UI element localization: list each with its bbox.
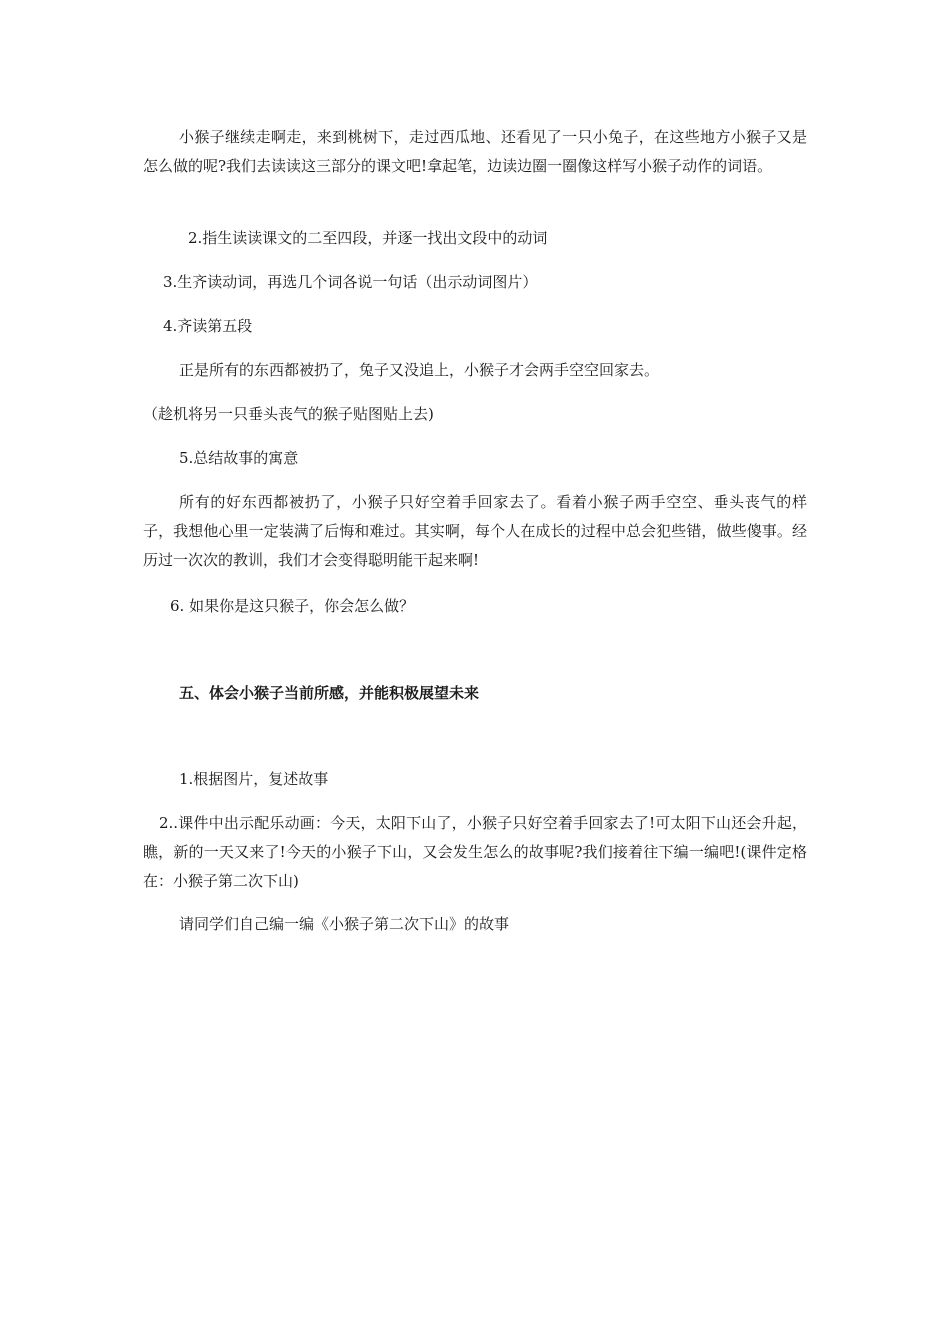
section-five-item-2: 2..课件中出示配乐动画：今天，太阳下山了，小猴子只好空着手回家去了!可太阳下山还会升起，瞧，新的一天又来了!今天的小猴子下山，又会发生怎么的故事呢?我们接着往下编一编吧!(课件定格在：小猴子第二次下山) bbox=[143, 814, 807, 890]
list-item-6: 6. 如果你是这只猴子，你会怎么做？ bbox=[170, 597, 415, 615]
paragraph-empty-hands: 正是所有的东西都被扔了，兔子又没追上，小猴子才会两手空空回家去。 bbox=[179, 361, 660, 379]
section-five-heading: 五、体会小猴子当前所感，并能积极展望未来 bbox=[179, 684, 480, 702]
section-five-item-1: 1.根据图片，复述故事 bbox=[179, 770, 329, 788]
paragraph-moral: 所有的好东西都被扔了，小猴子只好空着手回家去了。看着小猴子两手空空、垂头丧气的样子，我想他心里一定装满了后悔和难过。其实啊，每个人在成长的过程中总会犯些错，做些傻事。经历过一次次的教训，我们才会变得聪明能干起来啊! bbox=[143, 493, 807, 569]
list-item-2: 2.指生读读课文的二至四段，并逐一找出文段中的动词 bbox=[188, 229, 548, 247]
teaching-note: （趁机将另一只垂头丧气的猴子贴图贴上去) bbox=[143, 405, 434, 423]
section-five-paragraph: 请同学们自己编一编《小猴子第二次下山》的故事 bbox=[179, 915, 510, 933]
paragraph-intro: 小猴子继续走啊走，来到桃树下，走过西瓜地、还看见了一只小兔子，在这些地方小猴子又是怎么做的呢?我们去读读这三部分的课文吧!拿起笔，边读边圈一圈像这样写小猴子动作的词语。 bbox=[143, 128, 807, 175]
list-item-5: 5.总结故事的寓意 bbox=[179, 449, 299, 467]
list-item-4: 4.齐读第五段 bbox=[163, 317, 253, 335]
list-item-3: 3.生齐读动词，再选几个词各说一句话（出示动词图片） bbox=[163, 273, 538, 291]
